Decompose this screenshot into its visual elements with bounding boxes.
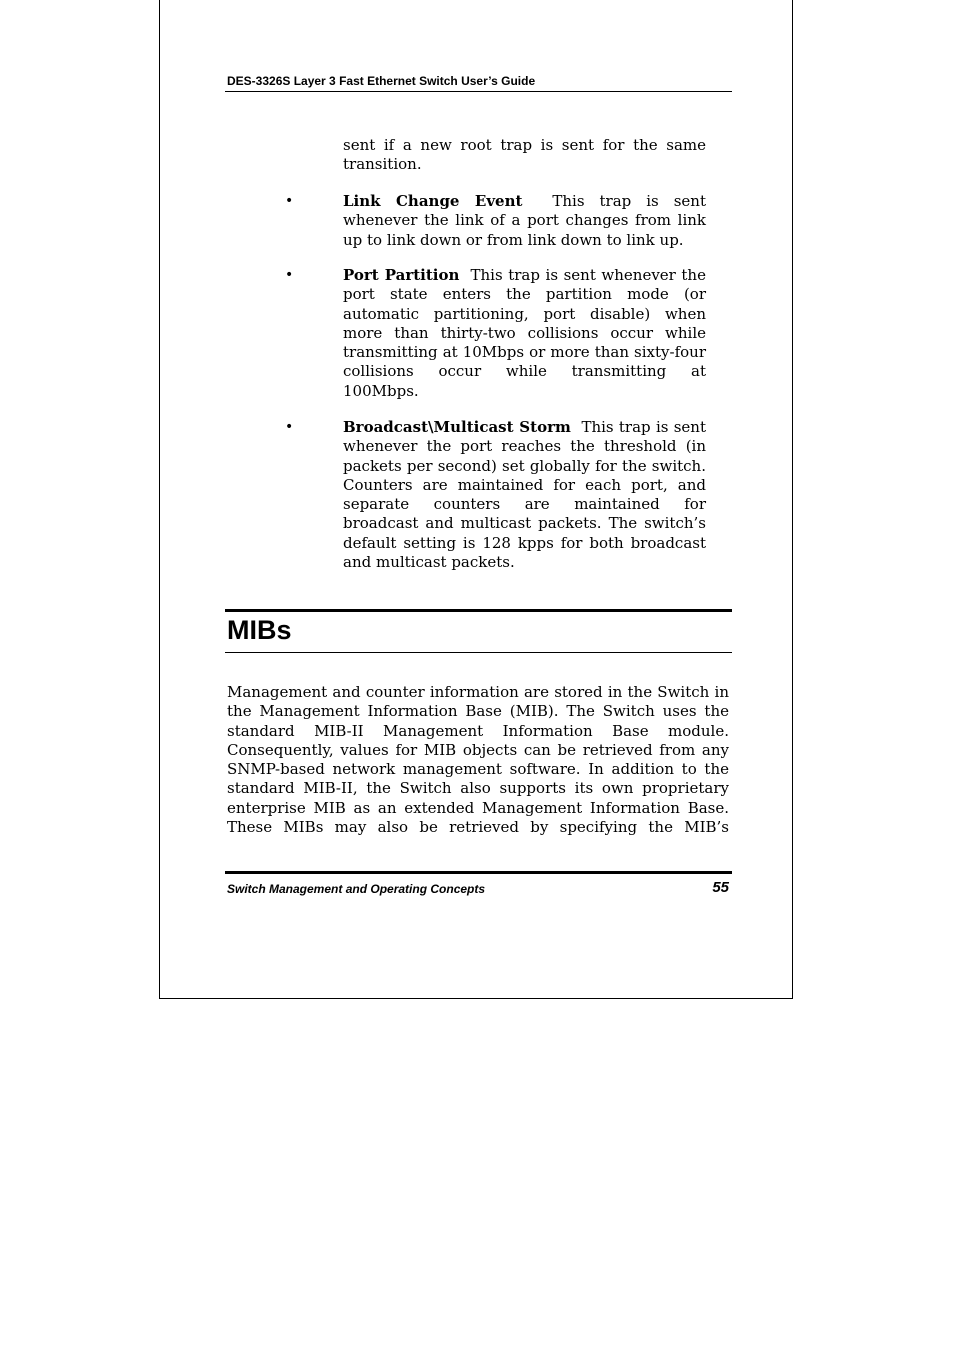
- bullet-marker-2: •: [285, 267, 294, 283]
- bullet-marker-1: •: [285, 193, 294, 209]
- running-header: DES-3326S Layer 3 Fast Ethernet Switch User’s Guide: [227, 74, 536, 88]
- bullet-marker-3: •: [285, 419, 294, 435]
- footer-rule: [225, 871, 732, 874]
- mibs-paragraph: Management and counter information are stored in the Switch in the Management Information Base (MIB). The Switch uses the standard MIB-II Management Information Base module. Consequently, values for MIB objects can be retrieved from any SNMP-based network management software. In addition to the standard MIB-II, the Switch also supports its own proprietary enterprise MIB as an extended Management Information Base. These MIBs may also be retrieved by specifying the MIB’s: [227, 683, 729, 837]
- page-number: 55: [712, 879, 729, 896]
- desc-port-partition: This trap is sent whenever the port state enters the partition mode (or automatic partitioning, port disable) when more than thirty-two collisions occur while transmitting at 10Mbps or more than sixty-four collisions occur while transmitting at 100Mbps.: [343, 266, 706, 400]
- term-port-partition: Port Partition: [343, 266, 460, 284]
- list-item-broadcast-multicast-storm: [343, 418, 706, 572]
- footer-chapter: Switch Management and Operating Concepts: [227, 882, 486, 896]
- continuation-text: sent if a new root trap is sent for the same transition.: [343, 136, 706, 174]
- term-link-change-event: Link Change Event: [343, 192, 523, 210]
- list-item-link-change-event: [343, 192, 706, 250]
- section-rule-bottom: [225, 652, 732, 653]
- header-rule: [225, 91, 732, 92]
- section-title: MIBs: [227, 615, 292, 645]
- desc-link-change-event: This trap is sent whenever the link of a port changes from link up to link down or from link down to link up.: [343, 192, 706, 249]
- desc-broadcast-multicast-storm: This trap is sent whenever the port reaches the threshold (in packets per second) set globally for the switch. Counters are maintained for each port, and separate counters are maintained for broadcast and multicast packets. The switch’s default setting is 128 kpps for both broadcast and multicast packets.: [343, 418, 706, 572]
- term-broadcast-multicast-storm: Broadcast\Multicast Storm: [343, 418, 571, 436]
- list-item-port-partition: [343, 266, 706, 401]
- section-rule-top: [225, 609, 732, 612]
